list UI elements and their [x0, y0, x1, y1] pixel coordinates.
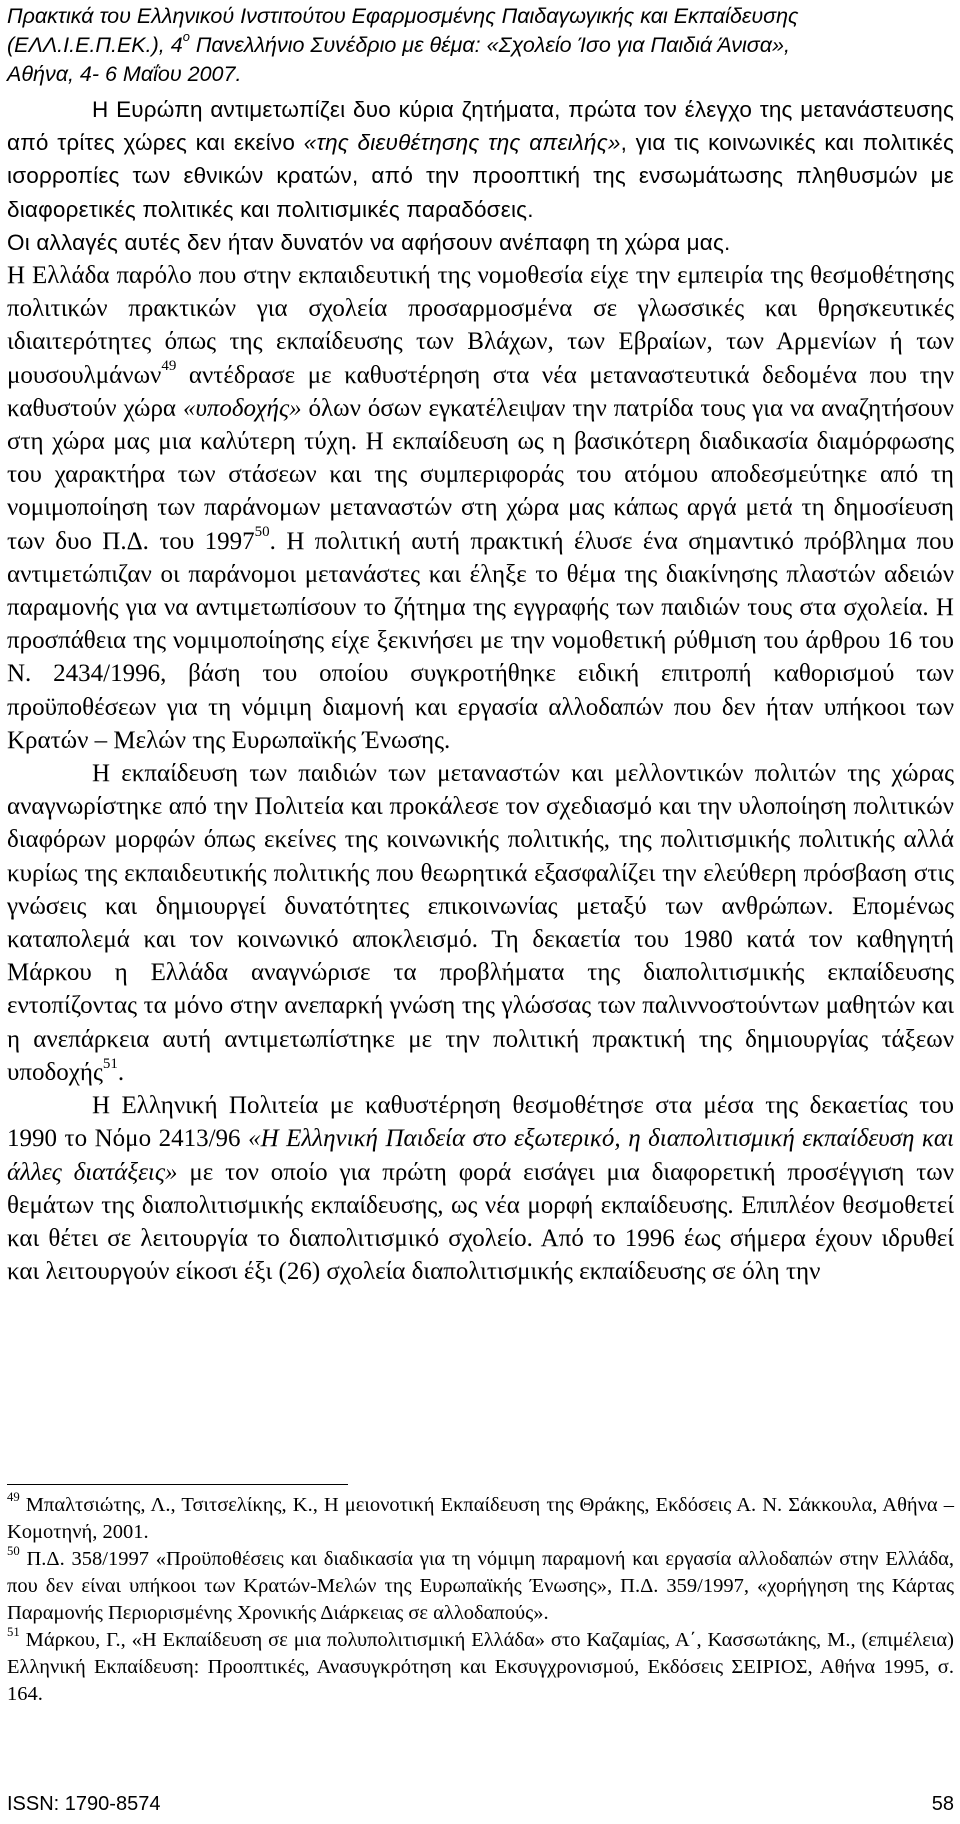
- paragraph-1: Η Ελλάδα παρόλο που στην εκπαιδευτική της νομοθεσία είχε την εμπειρία της θεσμοθέτησης πολιτικών πρακτικών για σχολεία προσαρμοσμένα σε γλωσσικές και θρησκευτικές ιδιαιτερότητες όπως της εκπαίδευσης των Βλάχων, των Εβραίων, των Αρμενίων ή των μουσουλμάνων$^{49}$ αντέδρασε με καθυστέρηση στα νέα μεταναστευτικά δεδομένα που την καθυστούν χώρα «υποδοχής» όλων όσων εγκατέλειψαν την πατρίδα τους για να αναζητήσουν στη χώρα μας μια καλύτερη τύχη. Η εκπαίδευση ως η βασικότερη διαδικασία διαμόρφωσης του χαρακτήρα των στάσεων και της συμπεριφοράς του ατόμου αποδεσμεύτηκε από τη νομιμοποίηση των παράνομων μεταναστών στη χώρα μας κάπως αργά μετά τη δημοσίευση των δυο Π.Δ. του 1997$^{50}$. Η πολιτική αυτή πρακτική έλυσε ένα σημαντικό πρόβλημα που αντιμετώπιζαν οι παράνομοι μετανάστες και έληξε το θέμα της διακίνησης πλαστών αδειών παραμονής για να αντιμετωπίσουν το ζήτημα της εγγραφής των παιδιών τους στα σχολεία. Η προσπάθεια της νομιμοποίησης είχε ξεκινήσει με την νομοθετική ρύθμιση του άρθρου 16 του Ν. 2434/1996, βάση του οποίου συγκροτήθηκε ειδική επιτροπή καθορισμού των προϋποθέσεων για τη νόμιμη διαμονή και εργασία αλλοδαπών που δεν ήταν υπήκοοι των Κρατών – Μελών της Ευρωπαϊκής Ένωσης.: [7, 262, 954, 754]
- page-header: [7, 2, 952, 89]
- header-line-3: Αθήνα, 4- 6 Μαΐου 2007.: [7, 62, 242, 86]
- paragraph-3: Η Ελληνική Πολιτεία με καθυστέρηση θεσμοθέτησε στα μέσα της δεκαετίας του 1990 το Νόμο 2413/96 «Η Ελληνική Παιδεία στο εξωτερικό, η διαπολιτισμική εκπαίδευση και άλλες διατάξεις» με τον οποίο για πρώτη φορά εισάγει μια διαφορετική προσέγγιση των θεμάτων της διαπολιτισμικής εκπαίδευσης, ως νέα μορφή εκπαίδευσης. Επιπλέον θεσμοθετεί και θέτει σε λειτουργία το διαπολιτισμικό σχολείο. Από το 1996 έως σήμερα έχουν ιδρυθεί και λειτουργούν είκοσι έξι (26) σχολεία διαπολιτισμικής εκπαίδευσης σε όλη την: [7, 1092, 954, 1286]
- header-line-2: (ΕΛΛ.Ι.Ε.Π.ΕΚ.), $4^o$ Πανελλήνιο Συνέδριο με θέμα: «Σχολείο Ίσο για Παιδιά Άνισα»,: [7, 29, 790, 57]
- footnote-divider: [7, 1484, 348, 1485]
- footnote-ref-50: 50: [254, 524, 270, 541]
- body-text: [7, 93, 954, 1288]
- sans-paragraph: Η Ευρώπη αντιμετωπίζει δυο κύρια ζητήματα, πρώτα τον έλεγχο της μετανάστευσης από τρίτες χώρες και εκείνο «της διευθέτησης της απειλής», για τις κοινωνικές και πολιτικές ισορροπίες των εθνικών κρατών, από την προοπτική της ενσωμάτωσης πληθυσμών με διαφορετικές πολιτικές και πολιτισμικές παραδόσεις. Οι αλλαγές αυτές δεν ήταν δυνατόν να αφήσουν ανέπαφη τη χώρα μας.: [7, 97, 954, 255]
- page-number: 58: [931, 1793, 954, 1815]
- footnote-ref-51: 51: [102, 1055, 118, 1072]
- footnote-ref-49: 49: [161, 358, 177, 375]
- paragraph-2: Η εκπαίδευση των παιδιών των μεταναστών και μελλοντικών πολιτών της χώρας αναγνωρίστηκε από την Πολιτεία και προκάλεσε τον σχεδιασμό και την υλοποίηση πολιτικών διαφόρων μορφών όπως εκείνες της κοινωνικής πολιτικής, της πολιτισμικής πολιτικής αλλά κυρίως της εκπαιδευτικής πολιτικής που θεωρητικά εξασφαλίζει την ελεύθερη πρόσβαση στις γνώσεις και δημιουργεί δυνατότητες επικοινωνίας μεταξύ των ανθρώπων. Επομένως καταπολεμά και τον κοινωνικό αποκλεισμό. Τη δεκαετία του 1980 κατά τον καθηγητή Μάρκου η Ελλάδα αναγνώρισε τα προβλήματα της διαπολιτισμικής εκπαίδευσης εντοπίζοντας τα μόνο στην ανεπαρκή γνώση της γλώσσας των παλιννοστούντων μαθητών και η ανεπάρκεια αυτή αντιμετωπίστηκε με την πολιτική πρακτική της δημιουργίας τάξεων υποδοχής$^{51}$.: [7, 760, 954, 1086]
- footnote-50: $^{50}$ Π.Δ. 358/1997 «Προϋποθέσεις και διαδικασία για τη νόμιμη παραμονή και εργασία αλλοδαπών στην Ελλάδα, που δεν είναι υπήκοοι των Κρατών-Μελών της Ευρωπαϊκής Ένωσης», Π.Δ. 359/1997, «χορήγηση της Κάρτας Παραμονής Περιορισμένης Χρονικής Διάρκειας σε αλλοδαπούς».: [7, 1543, 954, 1624]
- footnote-51: $^{51}$ Μάρκου, Γ., «Η Εκπαίδευση σε μια πολυπολιτισμική Ελλάδα» στο Καζαμίας, Α΄, Κασσωτάκης, Μ., (επιμέλεια) Ελληνική Εκπαίδευση: Προοπτικές, Ανασυγκρότηση και Εκσυγχρονισμού, Εκδόσεις ΣΕΙΡΙΟΣ, Αθήνα 1995, σ. 164.: [7, 1624, 954, 1705]
- footnote-49: $^{49}$ Μπαλτσιώτης, Λ., Τσιτσελίκης, Κ., Η μειονοτική Εκπαίδευση της Θράκης, Εκδόσεις Α. Ν. Σάκκουλα, Αθήνα – Κομοτηνή, 2001.: [7, 1489, 954, 1543]
- header-line-1: Πρακτικά του Ελληνικού Ινστιτούτου Εφαρμοσμένης Παιδαγωγικής και Εκπαίδευσης: [7, 4, 799, 28]
- footnotes: [7, 1489, 954, 1708]
- issn-label: ISSN: 1790-8574: [7, 1793, 161, 1815]
